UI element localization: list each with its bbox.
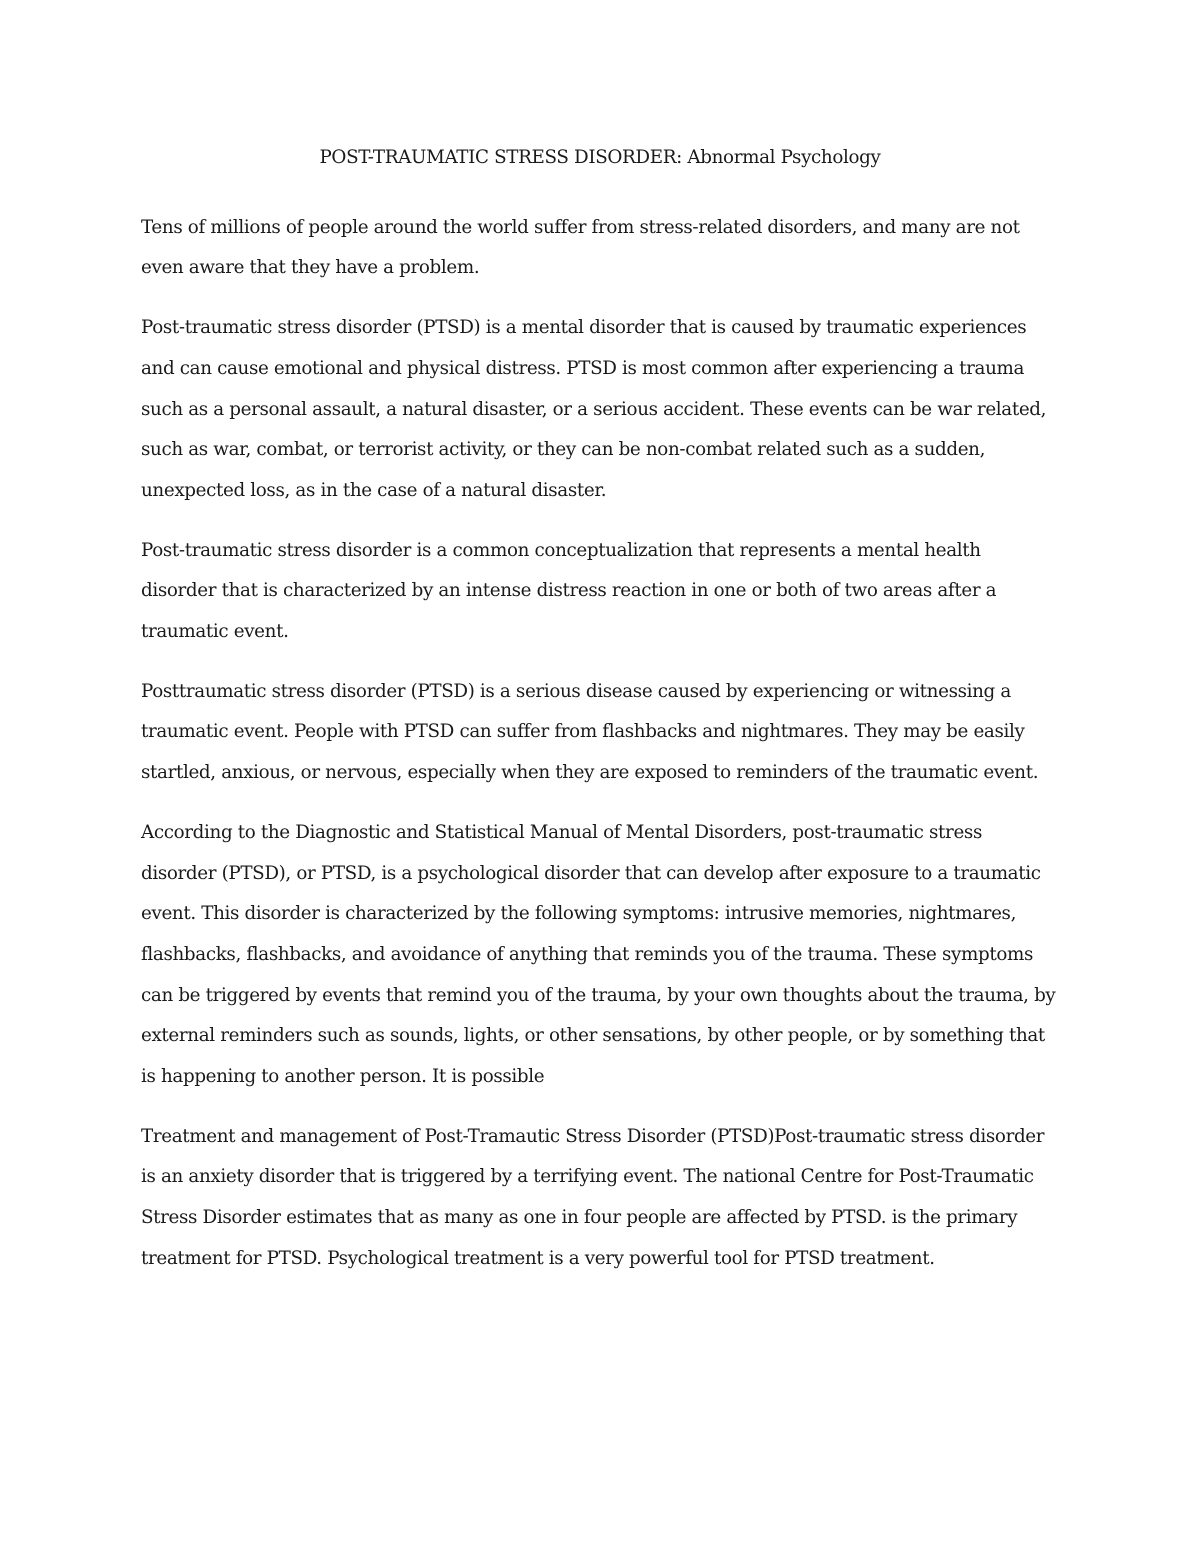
paragraph-symptoms: Posttraumatic stress disorder (PTSD) is a serious disease caused by experiencing or witnessing a traumatic event. People with PTSD can suffer from flashbacks and nightmares. They may be easily startled, anxious, or nervous, especially when they are exposed to reminders of the traumatic event. (141, 680, 1039, 784)
paragraph-conceptualization: Post-traumatic stress disorder is a common conceptualization that represents a mental health disorder that is characterized by an intense distress reaction in one or both of two areas after a traumatic event. (141, 539, 997, 643)
paragraph-treatment: Treatment and management of Post-Tramautic Stress Disorder (PTSD)Post-traumatic stress disorder is an anxiety disorder that is triggered by a terrifying event. The national Centre for Post-Traumatic Stress Disorder estimates that as many as one in four people are affected by PTSD. is the primary treatment for PTSD. Psychological treatment is a very powerful tool for PTSD treatment. (141, 1125, 1045, 1269)
document-body (141, 138, 1059, 1299)
paragraph-definition: Post-traumatic stress disorder (PTSD) is a mental disorder that is caused by traumatic experiences and can cause emotional and physical distress. PTSD is most common after experiencing a trauma such as a personal assault, a natural disaster, or a serious accident. These events can be war related, such as war, combat, or terrorist activity, or they can be non-combat related such as a sudden, unexpected loss, as in the case of a natural disaster. (141, 317, 1047, 501)
paragraph-intro: Tens of millions of people around the world suffer from stress-related disorders, and many are not even aware that they have a problem. (141, 216, 1020, 279)
document-title: POST-TRAUMATIC STRESS DISORDER: Abnormal Psychology (319, 147, 881, 168)
paragraph-dsm: According to the Diagnostic and Statistical Manual of Mental Disorders, post-traumatic stress disorder (PTSD), or PTSD, is a psychological disorder that can develop after exposure to a traumatic event. This disorder is characterized by the following symptoms: intrusive memories, nightmares, flashbacks, flashbacks, and avoidance of anything that reminds you of the trauma. These symptoms can be triggered by events that remind you of the trauma, by your own thoughts about the trauma, by external reminders such as sounds, lights, or other sensations, by other people, or by something that is happening to another person. It is possible (141, 821, 1056, 1088)
